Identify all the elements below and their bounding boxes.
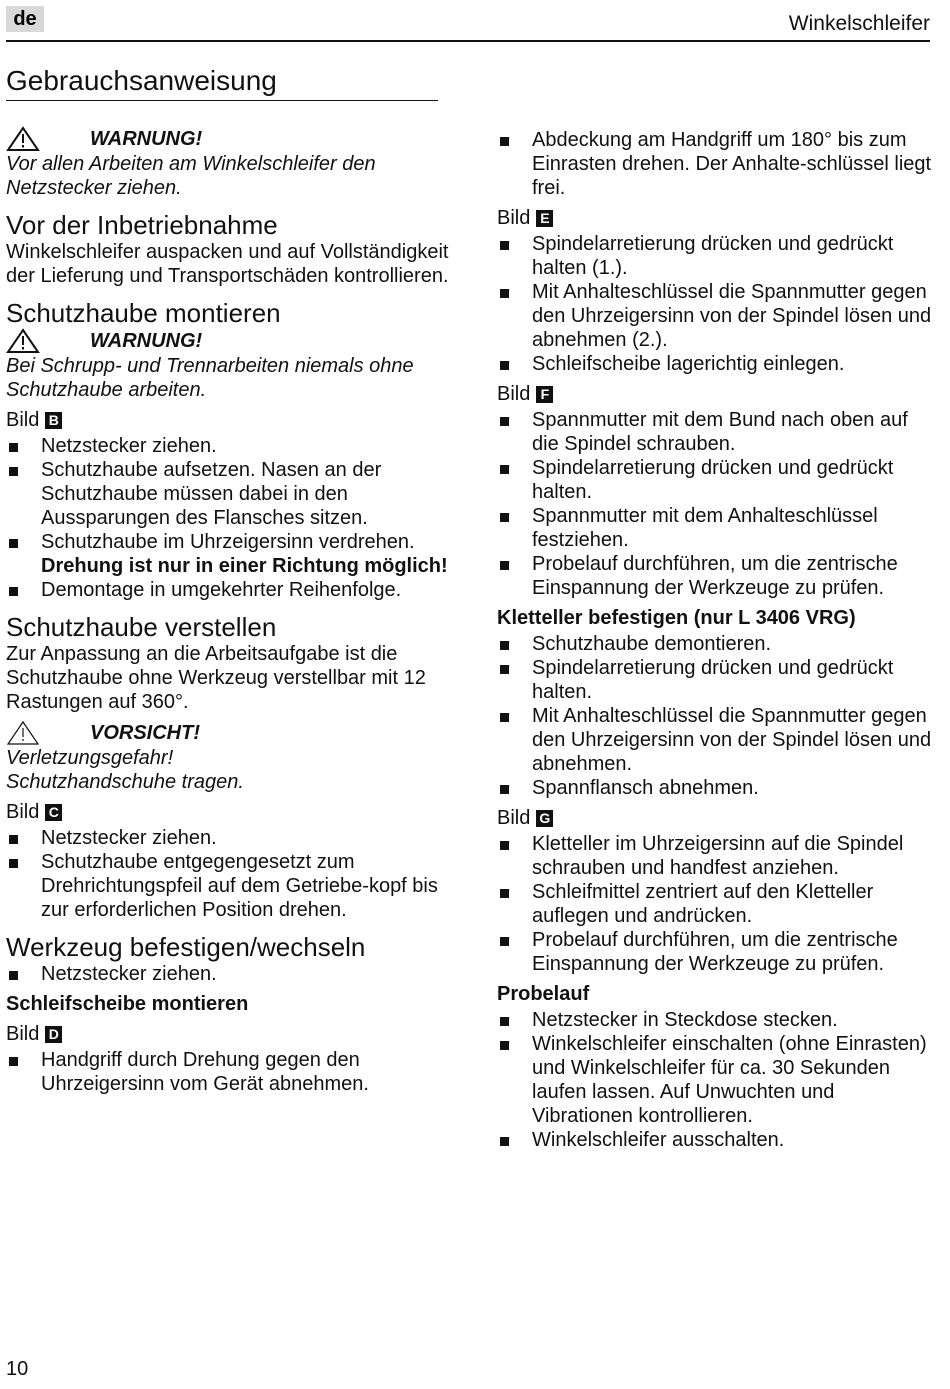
figure-reference xyxy=(6,800,456,824)
figure-letter: F xyxy=(536,386,553,403)
warning-label: WARNUNG! xyxy=(90,128,203,150)
figure-word: Bild xyxy=(497,207,531,229)
figure-letter: G xyxy=(536,810,553,827)
figure-word: Bild xyxy=(6,409,40,431)
warning-label: WARNUNG! xyxy=(90,330,203,352)
left-column xyxy=(6,126,456,1096)
step-list xyxy=(6,962,456,986)
warning-box xyxy=(6,328,456,402)
step-list xyxy=(497,408,937,600)
step-list xyxy=(497,832,937,976)
list-item: Schutzhaube entgegengesetzt zum Drehrichtungspfeil auf dem Getriebe-kopf bis zur erforderlichen Position drehen. xyxy=(6,850,456,922)
list-item: Spannmutter mit dem Anhalteschlüssel festziehen. xyxy=(497,504,937,552)
step-list xyxy=(6,826,456,922)
list-item: Netzstecker in Steckdose stecken. xyxy=(497,1008,937,1032)
warning-text: Bei Schrupp- und Trennarbeiten niemals ohne Schutzhaube arbeiten. xyxy=(6,355,414,401)
step-list xyxy=(497,128,937,200)
list-item: Netzstecker ziehen. xyxy=(6,962,456,986)
figure-letter: D xyxy=(45,1026,62,1043)
figure-reference xyxy=(497,206,937,230)
figure-word: Bild xyxy=(6,801,40,823)
header-divider xyxy=(6,40,930,42)
section-text: Winkelschleifer auspacken und auf Vollständigkeit der Lieferung und Transportschäden kontrollieren. xyxy=(6,241,449,287)
figure-letter: B xyxy=(45,412,62,429)
document-title: Winkelschleifer xyxy=(788,12,930,35)
list-item: Demontage in umgekehrter Reihenfolge. xyxy=(6,578,456,602)
language-badge: de xyxy=(6,6,44,32)
figure-reference xyxy=(6,1022,456,1046)
section-text: Zur Anpassung an die Arbeitsaufgabe ist die Schutzhaube ohne Werkzeug verstellbar mit 12 Rastungen auf 360°. xyxy=(6,643,426,713)
step-list xyxy=(6,434,456,602)
caution-text: Schutzhandschuhe tragen. xyxy=(6,771,244,793)
caution-box xyxy=(6,720,456,794)
warning-box xyxy=(6,126,456,200)
list-item: Mit Anhalteschlüssel die Spannmutter gegen den Uhrzeigersinn von der Spindel lösen und abnehmen. xyxy=(497,704,937,776)
section-heading: Schutzhaube montieren xyxy=(6,298,281,328)
page-heading: Gebrauchsanweisung xyxy=(6,64,438,101)
list-item: Spindelarretierung drücken und gedrückt halten (1.). xyxy=(497,232,937,280)
section-heading: Schutzhaube verstellen xyxy=(6,612,277,642)
subsection-heading: Probelauf xyxy=(497,983,590,1005)
list-item: Schleifmittel zentriert auf den Kletteller auflegen und andrücken. xyxy=(497,880,937,928)
caution-label: VORSICHT! xyxy=(90,722,200,744)
list-item: Spannflansch abnehmen. xyxy=(497,776,937,800)
warning-triangle-icon xyxy=(6,328,40,354)
page-number: 10 xyxy=(6,1358,29,1380)
subsection-heading: Schleifscheibe montieren xyxy=(6,993,249,1015)
figure-reference xyxy=(497,806,937,830)
right-column xyxy=(497,128,937,1152)
step-list xyxy=(497,1008,937,1152)
list-item: Winkelschleifer ausschalten. xyxy=(497,1128,937,1152)
figure-word: Bild xyxy=(497,807,531,829)
list-item: Winkelschleifer einschalten (ohne Einrasten) und Winkelschleifer für ca. 30 Sekunden laufen lassen. Auf Unwuchten und Vibrationen kontrollieren. xyxy=(497,1032,937,1128)
list-item: Schutzhaube demontieren. xyxy=(497,632,937,656)
figure-word: Bild xyxy=(497,383,531,405)
list-item: Handgriff durch Drehung gegen den Uhrzeigersinn vom Gerät abnehmen. xyxy=(6,1048,456,1096)
list-item xyxy=(6,530,456,578)
step-list xyxy=(6,1048,456,1096)
list-item: Probelauf durchführen, um die zentrische Einspannung der Werkzeuge zu prüfen. xyxy=(497,928,937,976)
list-item: Netzstecker ziehen. xyxy=(6,826,456,850)
list-item: Spindelarretierung drücken und gedrückt halten. xyxy=(497,656,937,704)
bold-note: Drehung ist nur in einer Richtung möglich! xyxy=(41,555,448,577)
warning-text: Vor allen Arbeiten am Winkelschleifer den Netzstecker ziehen. xyxy=(6,153,376,199)
step-list xyxy=(497,632,937,800)
list-item: Mit Anhalteschlüssel die Spannmutter gegen den Uhrzeigersinn von der Spindel lösen und abnehmen (2.). xyxy=(497,280,937,352)
list-item: Schutzhaube aufsetzen. Nasen an der Schutzhaube müssen dabei in den Aussparungen des Flansches sitzen. xyxy=(6,458,456,530)
step-list xyxy=(497,232,937,376)
subsection-heading: Kletteller befestigen (nur L 3406 VRG) xyxy=(497,607,856,629)
figure-word: Bild xyxy=(6,1023,40,1045)
list-item: Abdeckung am Handgriff um 180° bis zum Einrasten drehen. Der Anhalte-schlüssel liegt frei. xyxy=(497,128,937,200)
list-item-text: Schutzhaube im Uhrzeigersinn verdrehen. xyxy=(41,531,415,553)
caution-triangle-icon xyxy=(6,720,40,746)
list-item: Schleifscheibe lagerichtig einlegen. xyxy=(497,352,937,376)
warning-triangle-icon xyxy=(6,126,40,152)
section-heading: Vor der Inbetriebnahme xyxy=(6,210,278,240)
figure-letter: E xyxy=(536,210,553,227)
section-heading: Werkzeug befestigen/wechseln xyxy=(6,932,366,962)
figure-reference xyxy=(6,408,456,432)
caution-text: Verletzungsgefahr! xyxy=(6,747,174,769)
list-item: Spindelarretierung drücken und gedrückt halten. xyxy=(497,456,937,504)
list-item: Kletteller im Uhrzeigersinn auf die Spindel schrauben und handfest anziehen. xyxy=(497,832,937,880)
list-item: Probelauf durchführen, um die zentrische Einspannung der Werkzeuge zu prüfen. xyxy=(497,552,937,600)
figure-letter: C xyxy=(45,804,62,821)
list-item: Netzstecker ziehen. xyxy=(6,434,456,458)
list-item: Spannmutter mit dem Bund nach oben auf die Spindel schrauben. xyxy=(497,408,937,456)
figure-reference xyxy=(497,382,937,406)
